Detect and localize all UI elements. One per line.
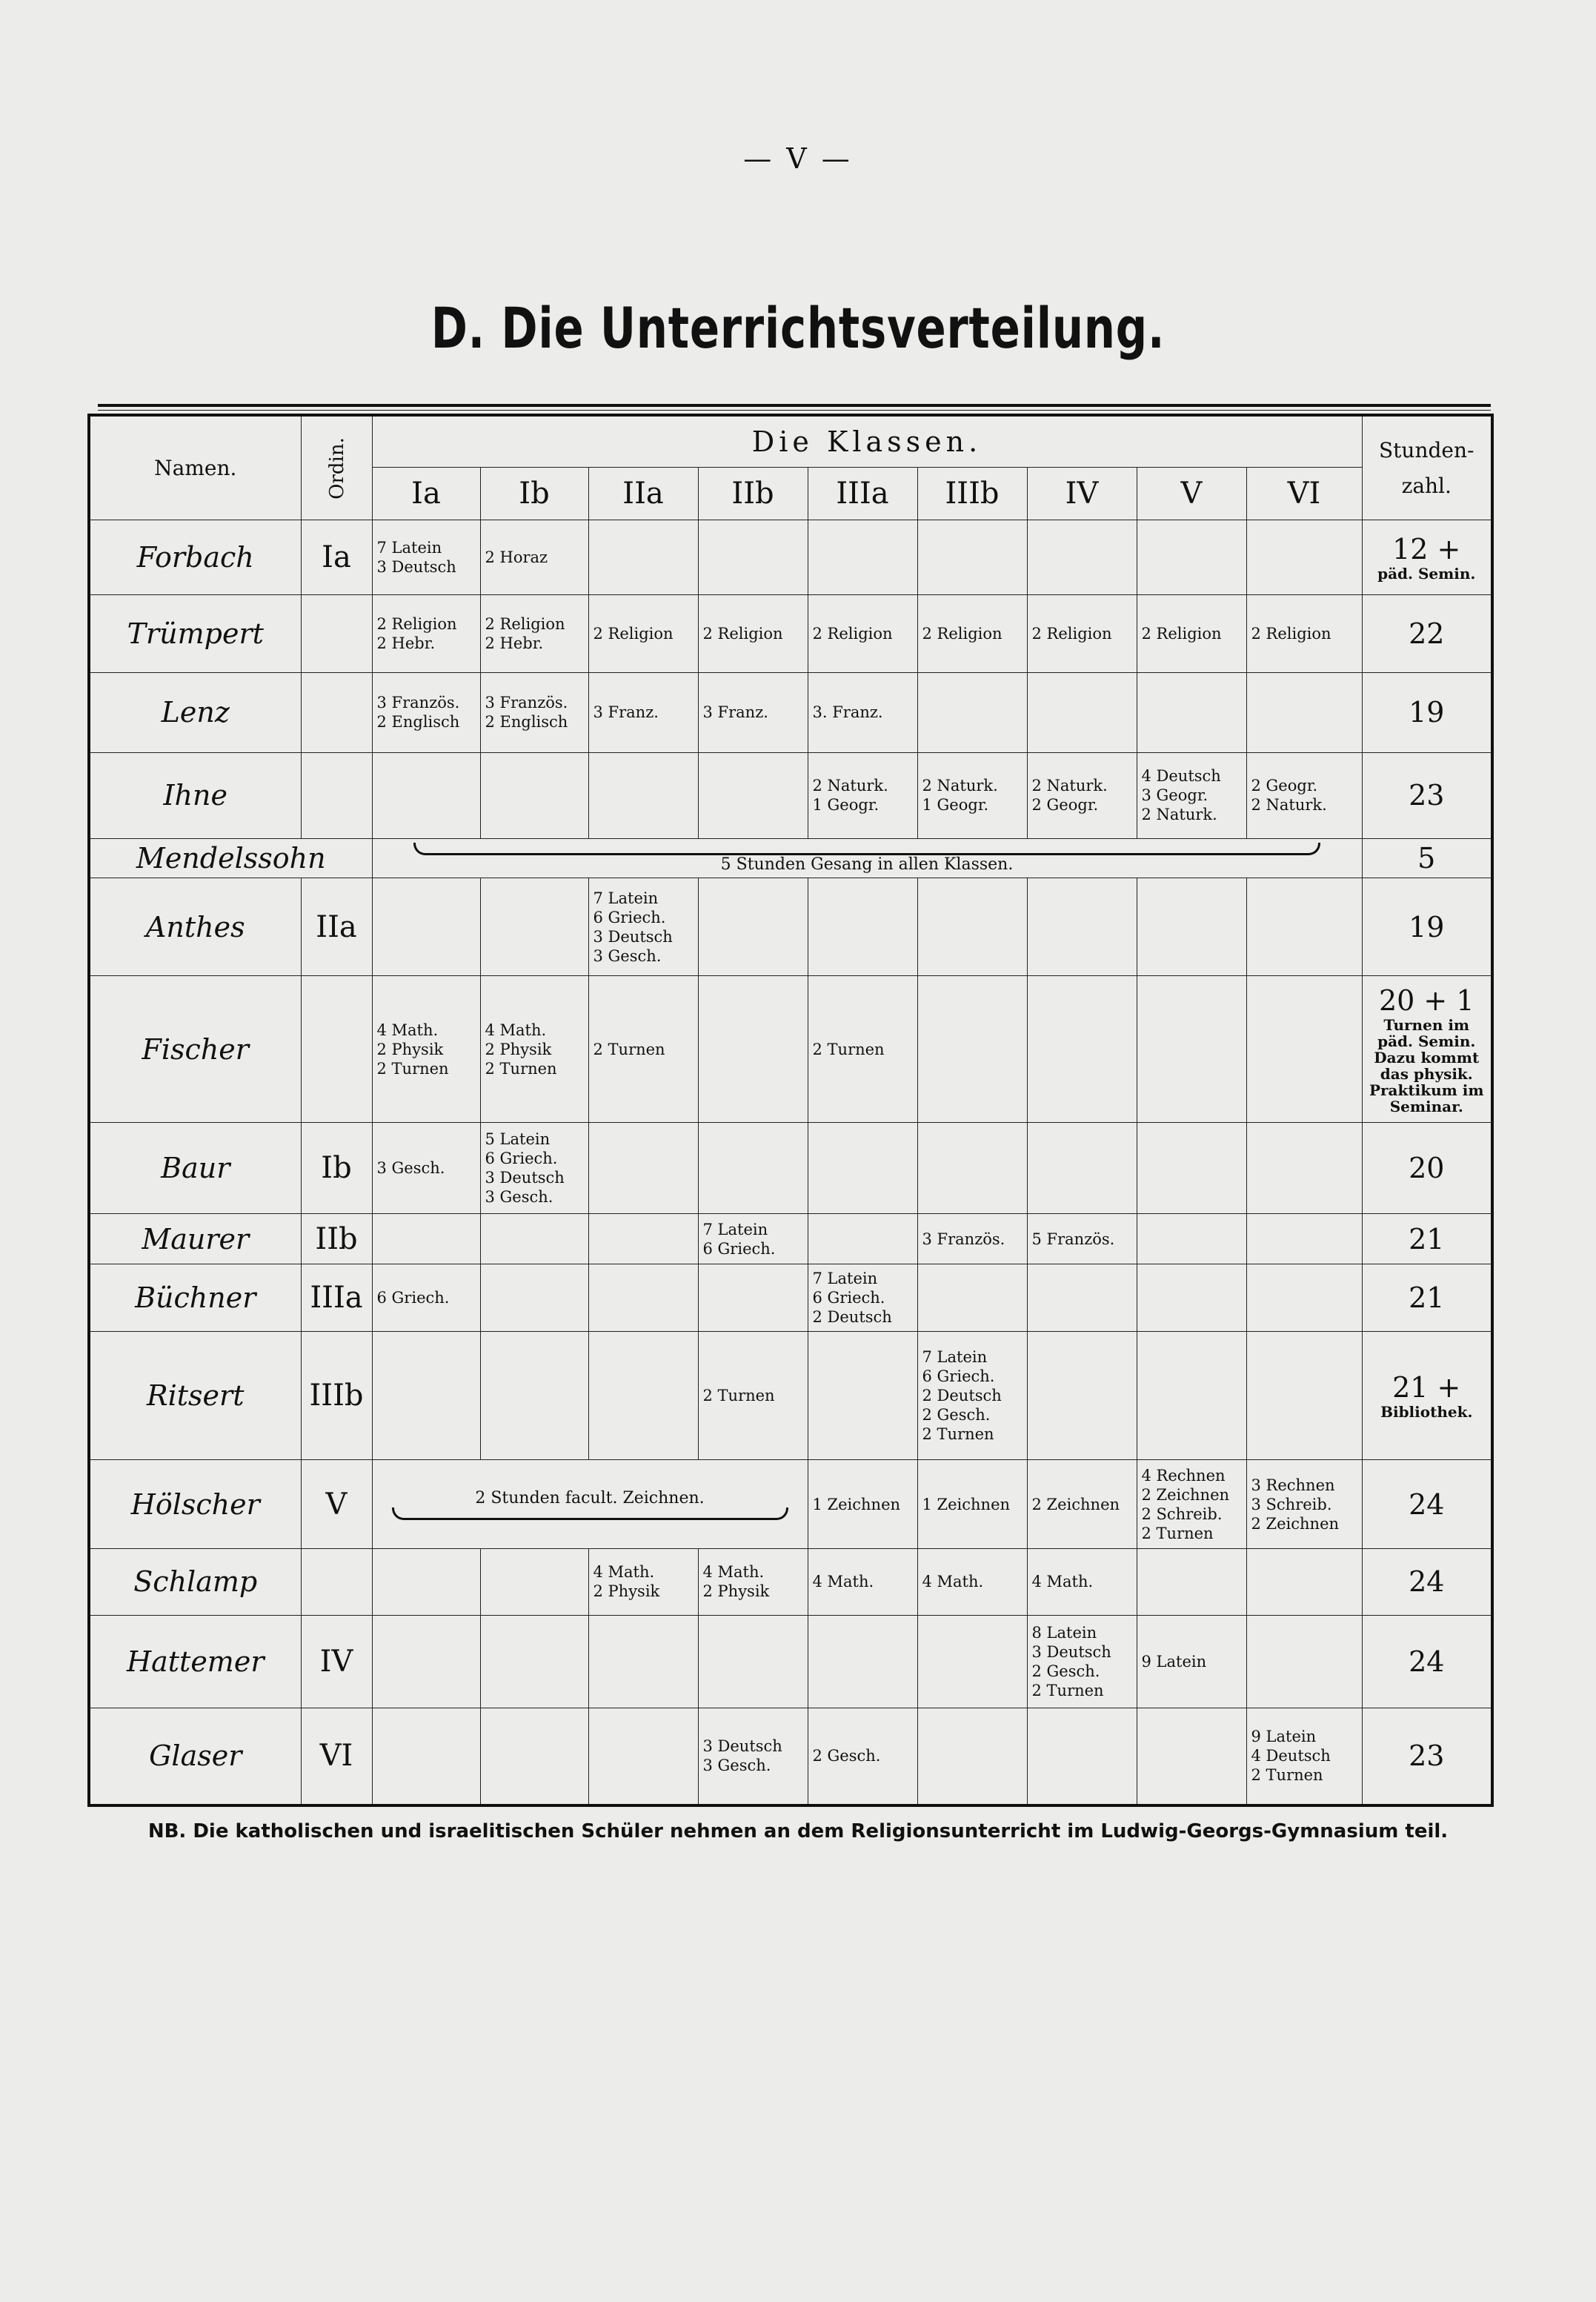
lesson-cell [917,1264,1027,1332]
table-row [89,1615,1492,1708]
lesson-cell [1246,976,1362,1123]
lesson-cell [1246,673,1362,752]
teacher-name: Forbach [89,520,301,595]
lesson-entry: 1 Geogr. [922,796,989,815]
lesson-entry: 3 Deutsch [1031,1642,1111,1661]
lesson-cell [372,673,480,752]
teacher-name: Ihne [89,752,301,838]
lesson-cell [1027,520,1137,595]
table-body [89,520,1492,1806]
lesson-cell [698,878,808,976]
lesson-cell [917,594,1027,672]
lesson-entry: 2 Zeichnen [1251,1514,1340,1533]
lesson-cell [917,1332,1027,1460]
ordinarius: IV [301,1615,372,1708]
lesson-entry: 3 Deutsch [485,1169,565,1187]
lesson-entry: 6 Griech. [922,1367,995,1386]
lesson-cell [1027,1615,1137,1708]
lesson-cell [917,520,1027,595]
lesson-cell [1027,1548,1137,1615]
lesson-entry: 3 Gesch. [593,946,662,965]
lesson-cell [1137,1214,1246,1264]
lesson-entry: 2 Hebr. [485,634,544,652]
span-note: 2 Stunden facult. Zeichnen. [372,1460,808,1549]
lesson-entry: 2 Turnen [485,1059,557,1078]
lesson-entry: 3 Rechnen [1251,1476,1335,1494]
teacher-name: Anthes [89,878,301,976]
lesson-cell [1137,878,1246,976]
class-header-IIb: IIb [698,468,808,520]
lesson-entry: 3 Schreib. [1251,1495,1332,1513]
lesson-cell [808,1708,917,1805]
lesson-entry: 2 Turnen [922,1425,994,1444]
lesson-cell [917,1615,1027,1708]
lesson-cell [1137,1708,1246,1805]
table-row [89,1548,1492,1615]
lesson-cell [480,1708,588,1805]
lesson-entry: 2 Turnen [593,1040,665,1058]
table-row [89,673,1492,752]
lesson-cell [808,520,917,595]
lesson-entry: 2 Gesch. [1031,1662,1100,1680]
lesson-entry: 2 Deutsch [812,1308,892,1327]
lesson-entry: 7 Latein [922,1348,988,1367]
lesson-entry: 2 Religion [485,614,565,633]
lesson-cell [698,1214,808,1264]
lesson-cell [372,1332,480,1460]
top-rule [98,404,1491,407]
stundenzahl-note: Turnen im päd. Semin. Dazu kommt das physik. Praktikum im Seminar. [1369,1015,1484,1115]
lesson-cell [480,594,588,672]
stundenzahl: 21 [1362,1214,1492,1264]
teacher-name: Hattemer [89,1615,301,1708]
lesson-cell [480,1214,588,1264]
lesson-entry: 2 Religion [376,614,457,633]
namen-header: Namen. [89,415,301,520]
lesson-cell [1027,1123,1137,1214]
ordinarius [301,673,372,752]
lesson-cell [588,594,698,672]
lesson-cell [372,1264,480,1332]
lesson-entry: 6 Griech. [702,1239,776,1258]
lesson-cell [372,1123,480,1214]
lesson-entry: 2 Geogr. [1031,796,1099,815]
lesson-entry: 4 Math. [1031,1573,1094,1591]
lesson-entry: 2 Gesch. [922,1406,991,1424]
lesson-cell [1246,1615,1362,1708]
class-header-Ib: Ib [480,468,588,520]
lesson-entry: 3 Gesch. [485,1188,553,1207]
lesson-entry: 2 Turnen [1031,1681,1104,1699]
lesson-cell [1027,976,1137,1123]
top-rule-thin [98,410,1491,411]
lesson-entry: 2 Deutsch [922,1387,1002,1405]
teacher-name: Hölscher [89,1460,301,1549]
lesson-entry: 3 Deutsch [376,557,456,576]
lesson-entry: 2 Religion [702,624,783,643]
lesson-cell [588,520,698,595]
ordinarius [301,976,372,1123]
lesson-cell [372,520,480,595]
lesson-entry: 7 Latein [376,538,442,557]
lesson-entry: 3 Franz. [702,703,768,722]
teacher-name: Lenz [89,673,301,752]
teacher-name: Maurer [89,1214,301,1264]
lesson-entry: 6 Griech. [376,1289,450,1307]
stundenzahl: 23 [1362,1708,1492,1805]
brace [413,843,1320,855]
stundenzahl: 24 [1362,1615,1492,1708]
ordinarius: IIIa [301,1264,372,1332]
page-number: — V — [743,142,853,175]
class-header-IIIb: IIIb [917,468,1027,520]
lesson-entry: 2 Physik [593,1582,660,1601]
lesson-cell [588,1332,698,1460]
lesson-cell [917,1460,1027,1549]
lesson-entry: 1 Zeichnen [812,1495,901,1513]
teacher-name: Schlamp [89,1548,301,1615]
table-row [89,838,1492,878]
lesson-cell [698,1264,808,1332]
class-header-VI: VI [1246,468,1362,520]
footnote: NB. Die katholischen und israelitischen Schüler nehmen an dem Religionsunterricht im Ludwig-Georgs-Gymnasium teil. [147,1820,1449,1842]
lesson-cell [808,1460,917,1549]
lesson-entry: 9 Latein [1251,1728,1317,1746]
lesson-entry: 2 Naturk. [1031,777,1108,795]
teacher-name: Trümpert [89,594,301,672]
lesson-entry: 2 Religion [1141,624,1222,643]
lesson-entry: 2 Religion [922,624,1003,643]
teacher-name: Ritsert [89,1332,301,1460]
table-row [89,1332,1492,1460]
lesson-entry: 9 Latein [1141,1652,1207,1671]
lesson-cell [698,752,808,838]
lesson-entry: 2 Naturk. [1251,796,1327,815]
class-header-IIIa: IIIa [808,468,917,520]
ordinarius: IIIb [301,1332,372,1460]
lesson-cell [1137,1460,1246,1549]
lesson-entry: 4 Math. [702,1563,765,1582]
lesson-cell [1137,1123,1246,1214]
lesson-entry: 4 Deutsch [1251,1747,1331,1765]
class-header-Ia: Ia [372,468,480,520]
ordinarius: IIa [301,878,372,976]
lesson-cell [917,752,1027,838]
lesson-entry: 4 Math. [922,1573,984,1591]
lesson-cell [1027,878,1137,976]
lesson-cell [698,1548,808,1615]
lesson-cell [480,1264,588,1332]
distribution-table [87,414,1494,1807]
lesson-cell [372,752,480,838]
lesson-cell [698,976,808,1123]
table-row [89,878,1492,976]
lesson-cell [372,1214,480,1264]
lesson-cell [480,1332,588,1460]
lesson-entry: 2 Geogr. [1251,777,1318,795]
lesson-cell [698,1332,808,1460]
lesson-cell [588,673,698,752]
lesson-cell [917,1214,1027,1264]
lesson-cell [372,976,480,1123]
lesson-cell [1246,1460,1362,1549]
lesson-entry: 3 Gesch. [376,1159,445,1178]
lesson-cell [588,1615,698,1708]
table-row [89,594,1492,672]
brace [392,1507,788,1520]
lesson-cell [917,1708,1027,1805]
lesson-cell [808,594,917,672]
lesson-cell [1027,594,1137,672]
lesson-entry: 3 Französ. [376,694,460,712]
lesson-cell [588,752,698,838]
lesson-entry: 3 Deutsch [593,927,673,946]
lesson-entry: 2 Naturk. [812,777,888,795]
lesson-cell [1246,1332,1362,1460]
lesson-entry: 2 Turnen [1251,1766,1323,1785]
lesson-cell [372,1615,480,1708]
ordin-header: Ordin. [301,415,372,520]
table-row [89,1460,1492,1549]
table-row [89,1708,1492,1805]
lesson-entry: 2 Turnen [702,1387,775,1405]
lesson-cell [698,673,808,752]
teacher-name: Glaser [89,1708,301,1805]
lesson-cell [480,878,588,976]
table-row [89,752,1492,838]
stundenzahl: 21 + Bibliothek. [1362,1332,1492,1460]
lesson-cell [1027,1264,1137,1332]
table-row [89,1264,1492,1332]
lesson-cell [1027,752,1137,838]
span-note: 5 Stunden Gesang in allen Klassen. [372,838,1362,878]
ordinarius: VI [301,1708,372,1805]
lesson-cell [372,878,480,976]
lesson-entry: 6 Griech. [485,1150,558,1168]
lesson-cell [1246,1123,1362,1214]
lesson-cell [1137,1615,1246,1708]
lesson-entry: 5 Französ. [1031,1230,1115,1248]
stundenzahl: 19 [1362,878,1492,976]
class-header-IV: IV [1027,468,1137,520]
lesson-entry: 2 Gesch. [812,1747,881,1765]
lesson-cell [917,673,1027,752]
stundenzahl: 5 [1362,838,1492,878]
lesson-cell [480,1123,588,1214]
lesson-cell [1137,594,1246,672]
table-row [89,1123,1492,1214]
lesson-cell [372,594,480,672]
lesson-cell [808,1332,917,1460]
ordinarius: IIb [301,1214,372,1264]
lesson-cell [808,1264,917,1332]
lesson-cell [1137,673,1246,752]
lesson-cell [917,1123,1027,1214]
lesson-cell [808,1214,917,1264]
lesson-cell [588,1708,698,1805]
lesson-entry: 4 Math. [593,1563,655,1582]
lesson-cell [917,1548,1027,1615]
lesson-entry: 7 Latein [702,1220,768,1238]
lesson-entry: 3 Deutsch [702,1737,782,1756]
teacher-name: Baur [89,1123,301,1214]
lesson-cell [1027,1460,1137,1549]
lesson-cell [588,1123,698,1214]
lesson-cell [1137,976,1246,1123]
lesson-entry: 2 Naturk. [922,777,998,795]
lesson-entry: 2 Turnen [812,1040,885,1058]
ordinarius [301,594,372,672]
lesson-cell [1246,594,1362,672]
lesson-cell [808,1548,917,1615]
lesson-cell [698,1123,808,1214]
stundenzahl: 20 [1362,1123,1492,1214]
stundenzahl: 23 [1362,752,1492,838]
page-title: D. Die Unterrichtsverteilung. [430,295,1166,361]
lesson-entry: 2 Religion [1251,624,1331,643]
lesson-entry: 6 Griech. [593,908,666,926]
lesson-entry: 2 Horaz [485,548,548,566]
stundenzahl: 22 [1362,594,1492,672]
lesson-cell [917,976,1027,1123]
lesson-cell [1137,752,1246,838]
lesson-cell [698,1615,808,1708]
lesson-cell [480,520,588,595]
stundenzahl: 19 [1362,673,1492,752]
lesson-entry: 4 Math. [812,1573,874,1591]
lesson-entry: 4 Math. [485,1021,547,1039]
lesson-cell [808,976,917,1123]
lesson-entry: 2 Physik [376,1040,444,1058]
lesson-entry: 2 Naturk. [1141,806,1217,824]
lesson-entry: 3 Gesch. [702,1757,771,1775]
table-row [89,520,1492,595]
teacher-name: Fischer [89,976,301,1123]
lesson-entry: 7 Latein [593,889,659,907]
ordinarius [301,752,372,838]
table-row [89,976,1492,1123]
lesson-cell [1137,1332,1246,1460]
lesson-entry: 1 Zeichnen [922,1495,1011,1513]
lesson-cell [1246,1264,1362,1332]
lesson-entry: 4 Math. [376,1021,439,1039]
stundenzahl-note: päd. Semin. [1377,564,1476,583]
lesson-entry: 2 Turnen [376,1059,449,1078]
lesson-entry: 2 Religion [593,624,674,643]
ordinarius: V [301,1460,372,1549]
class-header-V: V [1137,468,1246,520]
stundenzahl: 20 + 1 Turnen im päd. Semin. Dazu kommt das physik. Praktikum im Seminar. [1362,976,1492,1123]
lesson-cell [1137,520,1246,595]
lesson-cell [372,1548,480,1615]
lesson-cell [480,1548,588,1615]
lesson-cell [480,673,588,752]
lesson-cell [588,878,698,976]
lesson-entry: 2 Physik [702,1582,770,1601]
lesson-entry: 2 Englisch [485,713,568,732]
lesson-cell [1137,1548,1246,1615]
lesson-entry: 2 Schreib. [1141,1505,1223,1523]
ordinarius [301,1548,372,1615]
ordinarius: Ib [301,1123,372,1214]
lesson-entry: 3. Franz. [812,703,883,722]
ordinarius: Ia [301,520,372,595]
lesson-cell [1246,1708,1362,1805]
lesson-cell [808,1615,917,1708]
lesson-cell [917,878,1027,976]
lesson-entry: 2 Religion [1031,624,1112,643]
teacher-name: Büchner [89,1264,301,1332]
lesson-cell [480,976,588,1123]
lesson-cell [698,1708,808,1805]
table-row [89,1214,1492,1264]
lesson-cell [1027,1332,1137,1460]
teacher-name: Mendelssohn [89,838,372,878]
lesson-cell [1027,1214,1137,1264]
lesson-entry: 3 Französ. [485,694,568,712]
lesson-cell [698,520,808,595]
lesson-entry: 2 Englisch [376,713,460,732]
lesson-entry: 6 Griech. [812,1289,885,1307]
lesson-cell [1246,1214,1362,1264]
lesson-entry: 8 Latein [1031,1623,1097,1642]
lesson-cell [1137,1264,1246,1332]
lesson-cell [808,878,917,976]
lesson-cell [480,1615,588,1708]
lesson-entry: 4 Rechnen [1141,1466,1226,1485]
lesson-entry: 5 Latein [485,1130,551,1149]
lesson-entry: 4 Deutsch [1141,767,1221,786]
lesson-cell [1246,1548,1362,1615]
lesson-cell [1246,520,1362,595]
lesson-cell [808,1123,917,1214]
lesson-cell [1027,673,1137,752]
lesson-cell [588,976,698,1123]
lesson-entry: 2 Physik [485,1040,552,1058]
lesson-entry: 7 Latein [812,1270,878,1288]
lesson-cell [698,594,808,672]
lesson-cell [480,752,588,838]
lesson-entry: 2 Zeichnen [1031,1495,1120,1513]
lesson-cell [1246,752,1362,838]
stundenzahl-note: Bibliothek. [1380,1403,1473,1422]
stundenzahl: 24 [1362,1548,1492,1615]
lesson-entry: 2 Religion [812,624,893,643]
lesson-entry: 3 Franz. [593,703,659,722]
lesson-entry: 3 Französ. [922,1230,1005,1248]
lesson-cell [1246,878,1362,976]
lesson-entry: 2 Zeichnen [1141,1485,1230,1504]
lesson-cell [808,752,917,838]
lesson-entry: 1 Geogr. [812,796,880,815]
lesson-cell [588,1214,698,1264]
lesson-cell [588,1548,698,1615]
lesson-cell [588,1264,698,1332]
klassen-header: Die Klassen. [372,415,1362,468]
stundenzahl: 12 + päd. Semin. [1362,520,1492,595]
lesson-entry: 2 Hebr. [376,634,436,652]
lesson-entry: 3 Geogr. [1141,786,1208,805]
stundenzahl: 24 [1362,1460,1492,1549]
lesson-cell [808,673,917,752]
lesson-entry: 2 Turnen [1141,1524,1214,1542]
class-header-IIa: IIa [588,468,698,520]
stundenzahl: 21 [1362,1264,1492,1332]
stundenzahl-header: Stunden-zahl. [1362,415,1492,520]
lesson-cell [1027,1708,1137,1805]
lesson-cell [372,1708,480,1805]
